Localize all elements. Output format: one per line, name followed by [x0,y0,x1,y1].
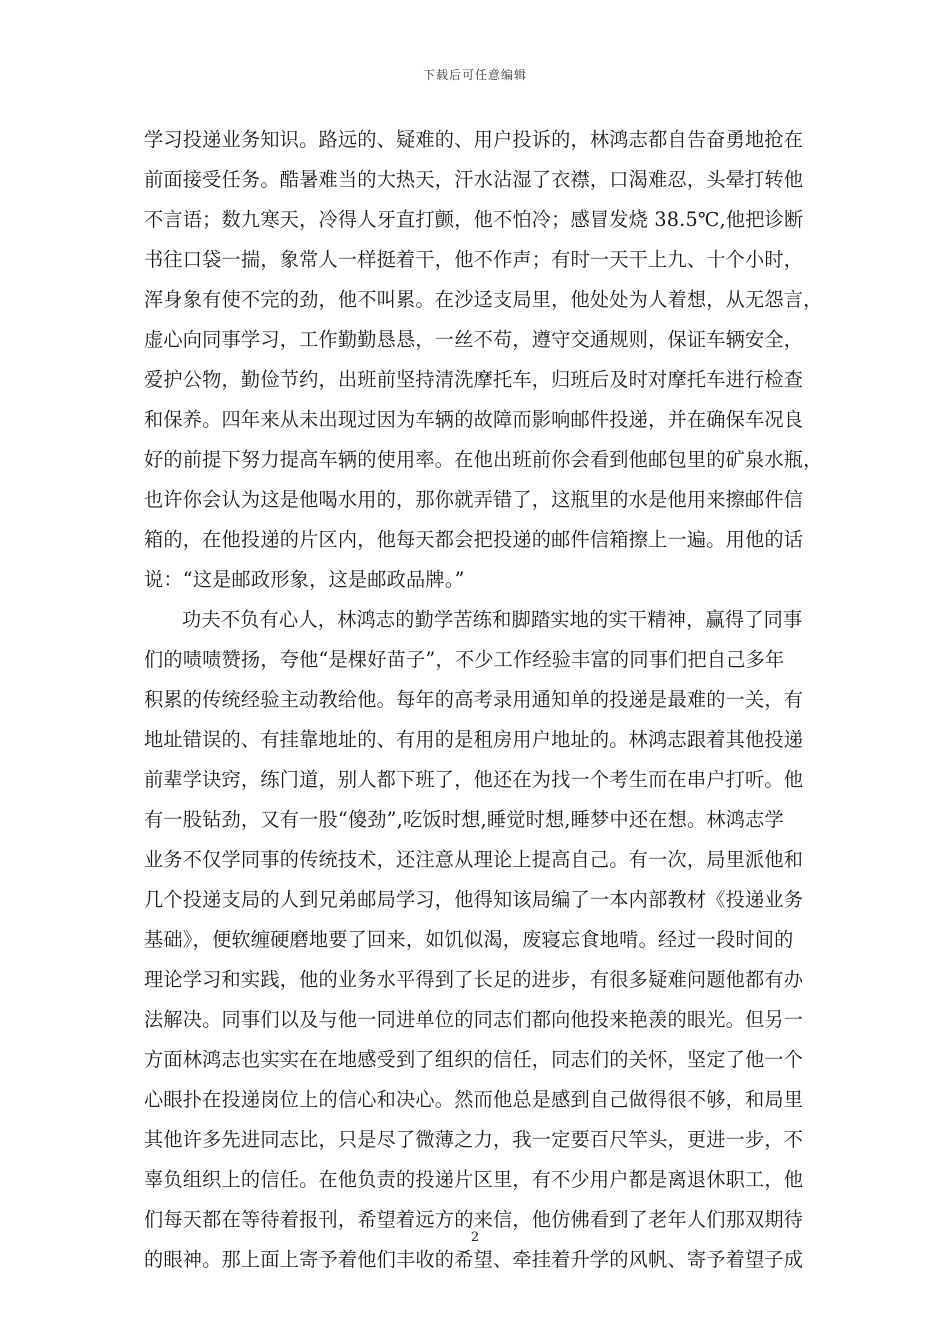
page-number: 2 [470,1230,480,1245]
text-line: 几个投递支局的人到兄弟邮局学习，他得知该局编了一本内部教材《投递业务 [144,888,804,911]
text-line: 业务不仅学同事的传统技术，还注意从理论上提高自己。有一次，局里派他和 [144,848,804,871]
text-line: 积累的传统经验主动教给他。每年的高考录用通知单的投递是最难的一关，有 [144,688,804,711]
text-line: 前辈学诀窍，练门道，别人都下班了，他还在为找一个考生而在串户打听。他 [144,768,804,791]
text-line: 前面接受任务。酷暑难当的大热天，汗水沾湿了衣襟，口渴难忍，头晕打转他 [144,168,804,191]
text-line: 方面林鸿志也实实在在地感受到了组织的信任，同志们的关怀，坚定了他一个 [144,1048,804,1071]
text-line: 有一股钻劲，又有一股“傻劲”,吃饭时想,睡觉时想,睡梦中还在想。林鸿志学 [144,808,784,831]
text-line: 爱护公物，勤俭节约，出班前坚持清洗摩托车，归班后及时对摩托车进行检查 [144,368,804,391]
text-line: 箱的，在他投递的片区内，他每天都会把投递的邮件信箱擦上一遍。用他的话 [144,528,804,551]
text-line: 虚心向同事学习，工作勤勤恳恳，一丝不苟，遵守交通规则，保证车辆安全， [144,328,804,351]
text-line: 好的前提下努力提高车辆的使用率。在他出班前你会看到他邮包里的矿泉水瓶， [144,448,823,471]
text-line: 的眼神。那上面上寄予着他们丰收的希望、牵挂着升学的风帆、寄予着望子成 [144,1248,804,1271]
text-line: 和保养。四年来从未出现过因为车辆的故障而影响邮件投递，并在确保车况良 [144,408,804,431]
text-line: 浑身象有使不完的劲，他不叫累。在沙迳支局里，他处处为人着想，从无怨言， [144,288,823,311]
text-line: 法解决。同事们以及与他一同进单位的同志们都向他投来艳羡的眼光。但另一 [144,1008,804,1031]
text-line: 辜负组织上的信任。在他负责的投递片区里，有不少用户都是离退休职工，他 [144,1168,804,1191]
text-line: 说：“这是邮政形象，这是邮政品牌。” [144,568,465,591]
text-line: 也许你会认为这是他喝水用的，那你就弄错了，这瓶里的水是他用来擦邮件信 [144,488,804,511]
text-line: 学习投递业务知识。路远的、疑难的、用户投诉的，林鸿志都自告奋勇地抢在 [144,128,804,151]
text-line: 们每天都在等待着报刊，希望着远方的来信，他仿佛看到了老年人们那双期待 [144,1208,804,1231]
paragraph-start-line: 功夫不负有心人，林鸿志的勤学苦练和脚踏实地的实干精神，赢得了同事 [182,608,803,631]
text-line: 基础》，便软缠硬磨地要了回来，如饥似渴，废寝忘食地啃。经过一段时间的 [144,928,794,951]
text-line: 其他许多先进同志比，只是尽了微薄之力，我一定要百尺竿头，更进一步，不 [144,1128,804,1151]
page-header: 下载后可任意编辑 [422,68,527,82]
text-line: 心眼扑在投递岗位上的信心和决心。然而他总是感到自己做得很不够，和局里 [144,1088,804,1111]
text-line: 不言语；数九寒天，冷得人牙直打颤，他不怕冷；感冒发烧 38.5℃,他把诊断 [144,208,804,231]
text-line: 们的啧啧赞扬，夸他“是棵好苗子”，不少工作经验丰富的同事们把自己多年 [144,648,785,671]
text-line: 地址错误的、有挂靠地址的、有用的是租房用户地址的。林鸿志跟着其他投递 [144,728,804,751]
text-line: 理论学习和实践，他的业务水平得到了长足的进步，有很多疑难问题他都有办 [144,968,804,991]
text-line: 书往口袋一揣，象常人一样挺着干，他不作声；有时一天干上九、十个小时， [144,248,804,271]
document-body [144,120,830,1280]
